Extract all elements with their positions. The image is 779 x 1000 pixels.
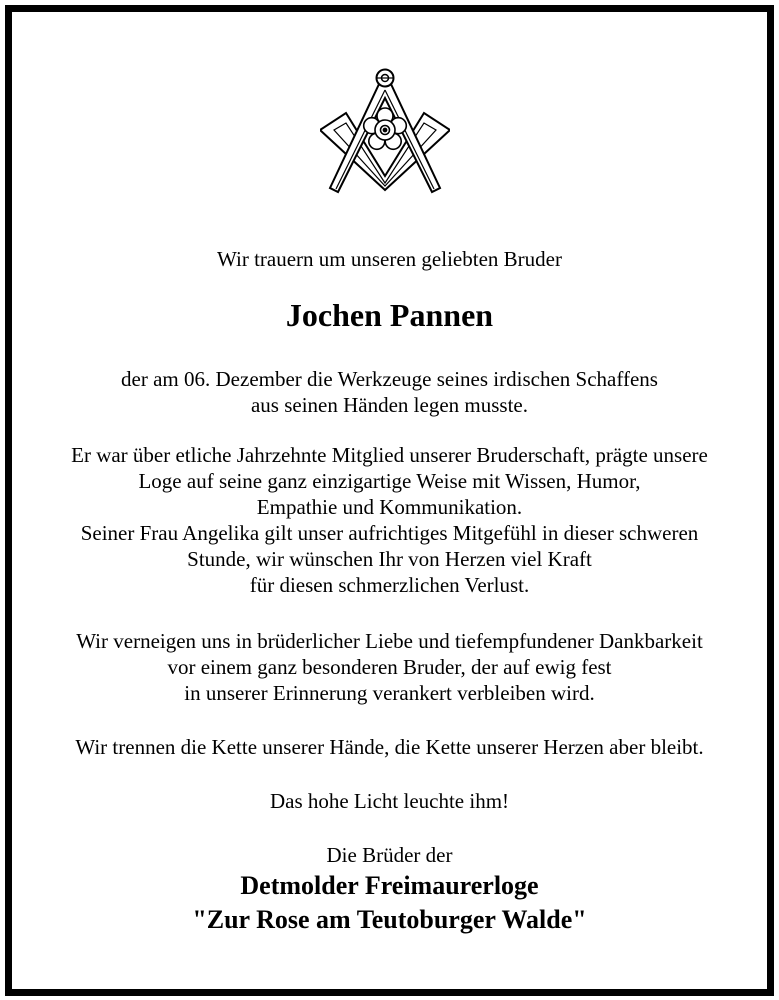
paragraph2-line4: Seiner Frau Angelika gilt unser aufrichtiges Mitgefühl in dieser schweren [80, 521, 699, 545]
paragraph1-line2: aus seinen Händen legen musste. [250, 393, 528, 417]
lodge-subtitle: "Zur Rose am Teutoburger Walde" [192, 905, 587, 934]
paragraph1-line1: der am 06. Dezember die Werkzeuge seines irdischen Schaffens [121, 367, 658, 391]
square-and-compass-with-rose-icon [320, 68, 450, 194]
paragraph2-line5: Stunde, wir wünschen Ihr von Herzen viel Kraft [187, 547, 592, 571]
signature-intro: Die Brüder der [326, 843, 453, 867]
intro-line: Wir trauern um unseren geliebten Bruder [217, 247, 562, 271]
paragraph3-line2: vor einem ganz besonderen Bruder, der auf ewig fest [167, 655, 612, 679]
paragraph3-line1: Wir verneigen uns in brüderlicher Liebe und tiefempfundener Dankbarkeit [76, 629, 703, 653]
paragraph2-line1: Er war über etliche Jahrzehnte Mitglied unserer Bruderschaft, prägte unsere [71, 443, 708, 467]
paragraph2-line2: Loge auf seine ganz einzigartige Weise mit Wissen, Humor, [138, 469, 641, 493]
paragraph3-line3: in unserer Erinnerung verankert verbleiben wird. [184, 681, 595, 705]
paragraph2-line6: für diesen schmerzlichen Verlust. [249, 573, 530, 597]
lodge-name: Detmolder Freimaurerloge [240, 871, 539, 900]
light-line: Das hohe Licht leuchte ihm! [269, 789, 510, 813]
chain-line: Wir trennen die Kette unserer Hände, die Kette unserer Herzen aber bleibt. [75, 735, 704, 759]
deceased-name: Jochen Pannen [285, 297, 494, 333]
paragraph2-line3: Empathie und Kommunikation. [256, 495, 523, 519]
